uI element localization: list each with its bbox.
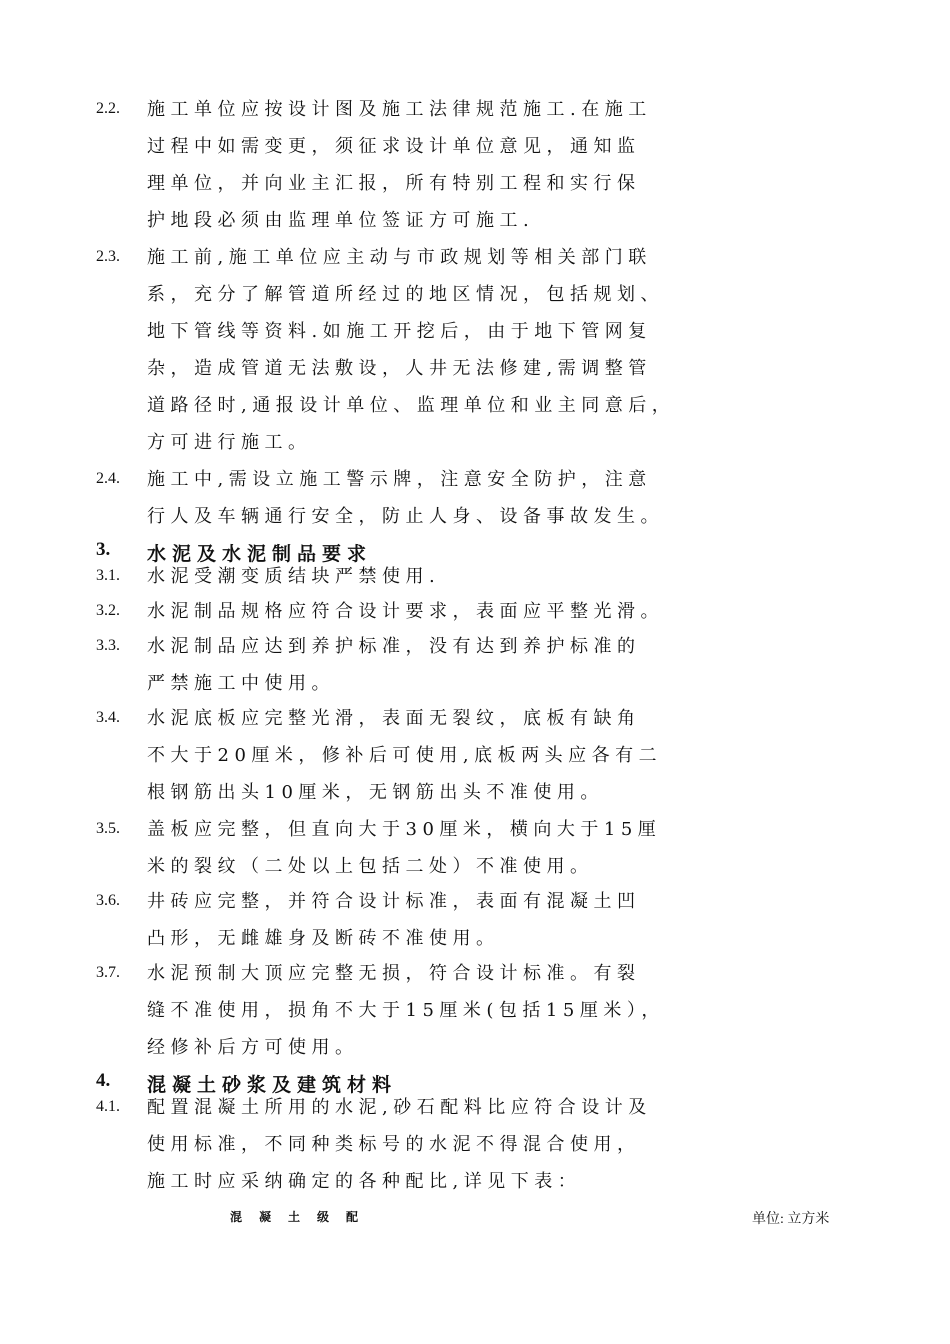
clause-number: 3.5.: [96, 820, 120, 837]
table-unit: 单位: 立方米: [752, 1212, 830, 1227]
clause-line: 护地段必须由监理单位签证方可施工.: [147, 210, 535, 231]
clause-line: 过程中如需变更，须征求设计单位意见，通知监: [147, 136, 641, 157]
clause-line: 水泥制品规格应符合设计要求，表面应平整光滑。: [147, 601, 664, 622]
clause-number: 3.6.: [96, 892, 120, 909]
clause-line: 水泥底板应完整光滑，表面无裂纹，底板有缺角: [147, 708, 641, 729]
clause-line: 根钢筋出头10厘米，无钢筋出头不准使用。: [147, 782, 604, 803]
clause-line: 不大于20厘米，修补后可使用,底板两头应各有二: [147, 745, 663, 766]
clause-line: 道路径时,通报设计单位、监理单位和业主同意后，: [147, 395, 676, 416]
clause-line: 施工中,需设立施工警示牌，注意安全防护，注意: [147, 469, 652, 490]
clause-line: 米的裂纹（二处以上包括二处）不准使用。: [147, 856, 594, 877]
clause-number: 3.3.: [96, 637, 120, 654]
clause-line: 施工时应采纳确定的各种配比,详见下表：: [147, 1171, 582, 1192]
clause-line: 严禁施工中使用。: [147, 673, 335, 694]
clause-number: 2.3.: [96, 248, 120, 265]
clause-line: 缝不准使用，损角不大于15厘米(包括15厘米），: [147, 1000, 665, 1021]
section-title: 混凝土砂浆及建筑材料: [147, 1074, 398, 1096]
clause-line: 配置混凝土所用的水泥,砂石配料比应符合设计及: [147, 1097, 652, 1118]
clause-number: 3.2.: [96, 602, 120, 619]
clause-line: 地下管线等资料.如施工开挖后，由于地下管网复: [147, 321, 652, 342]
clause-line: 使用标准，不同种类标号的水泥不得混合使用，: [147, 1134, 641, 1155]
section-title: 水泥及水泥制品要求: [147, 543, 373, 565]
clause-number: 2.4.: [96, 470, 120, 487]
clause-line: 水泥制品应达到养护标准，没有达到养护标准的: [147, 636, 641, 657]
clause-line: 盖板应完整，但直向大于30厘米，横向大于15厘: [147, 819, 662, 840]
clause-line: 凸形，无雌雄身及断砖不准使用。: [147, 928, 500, 949]
clause-line: 施工前,施工单位应主动与市政规划等相关部门联: [147, 247, 652, 268]
clause-line: 井砖应完整，并符合设计标准，表面有混凝土凹: [147, 891, 641, 912]
clause-line: 理单位，并向业主汇报，所有特别工程和实行保: [147, 173, 641, 194]
clause-number: 4.1.: [96, 1098, 120, 1115]
section-number: 4.: [96, 1070, 111, 1091]
clause-number: 3.1.: [96, 567, 120, 584]
section-number: 3.: [96, 539, 111, 560]
clause-number: 3.7.: [96, 964, 120, 981]
table-title: 混凝土级配: [230, 1210, 376, 1224]
clause-line: 杂，造成管道无法敷设，人井无法修建,需调整管: [147, 358, 652, 379]
clause-line: 方可进行施工。: [147, 432, 312, 453]
clause-line: 经修补后方可使用。: [147, 1037, 359, 1058]
clause-line: 系，充分了解管道所经过的地区情况，包括规划、: [147, 284, 664, 305]
clause-line: 施工单位应按设计图及施工法律规范施工.在施工: [147, 99, 652, 120]
clause-number: 3.4.: [96, 709, 120, 726]
clause-line: 行人及车辆通行安全，防止人身、设备事故发生。: [147, 506, 664, 527]
clause-line: 水泥受潮变质结块严禁使用.: [147, 566, 441, 587]
clause-number: 2.2.: [96, 100, 120, 117]
clause-line: 水泥预制大顶应完整无损，符合设计标准。有裂: [147, 963, 641, 984]
